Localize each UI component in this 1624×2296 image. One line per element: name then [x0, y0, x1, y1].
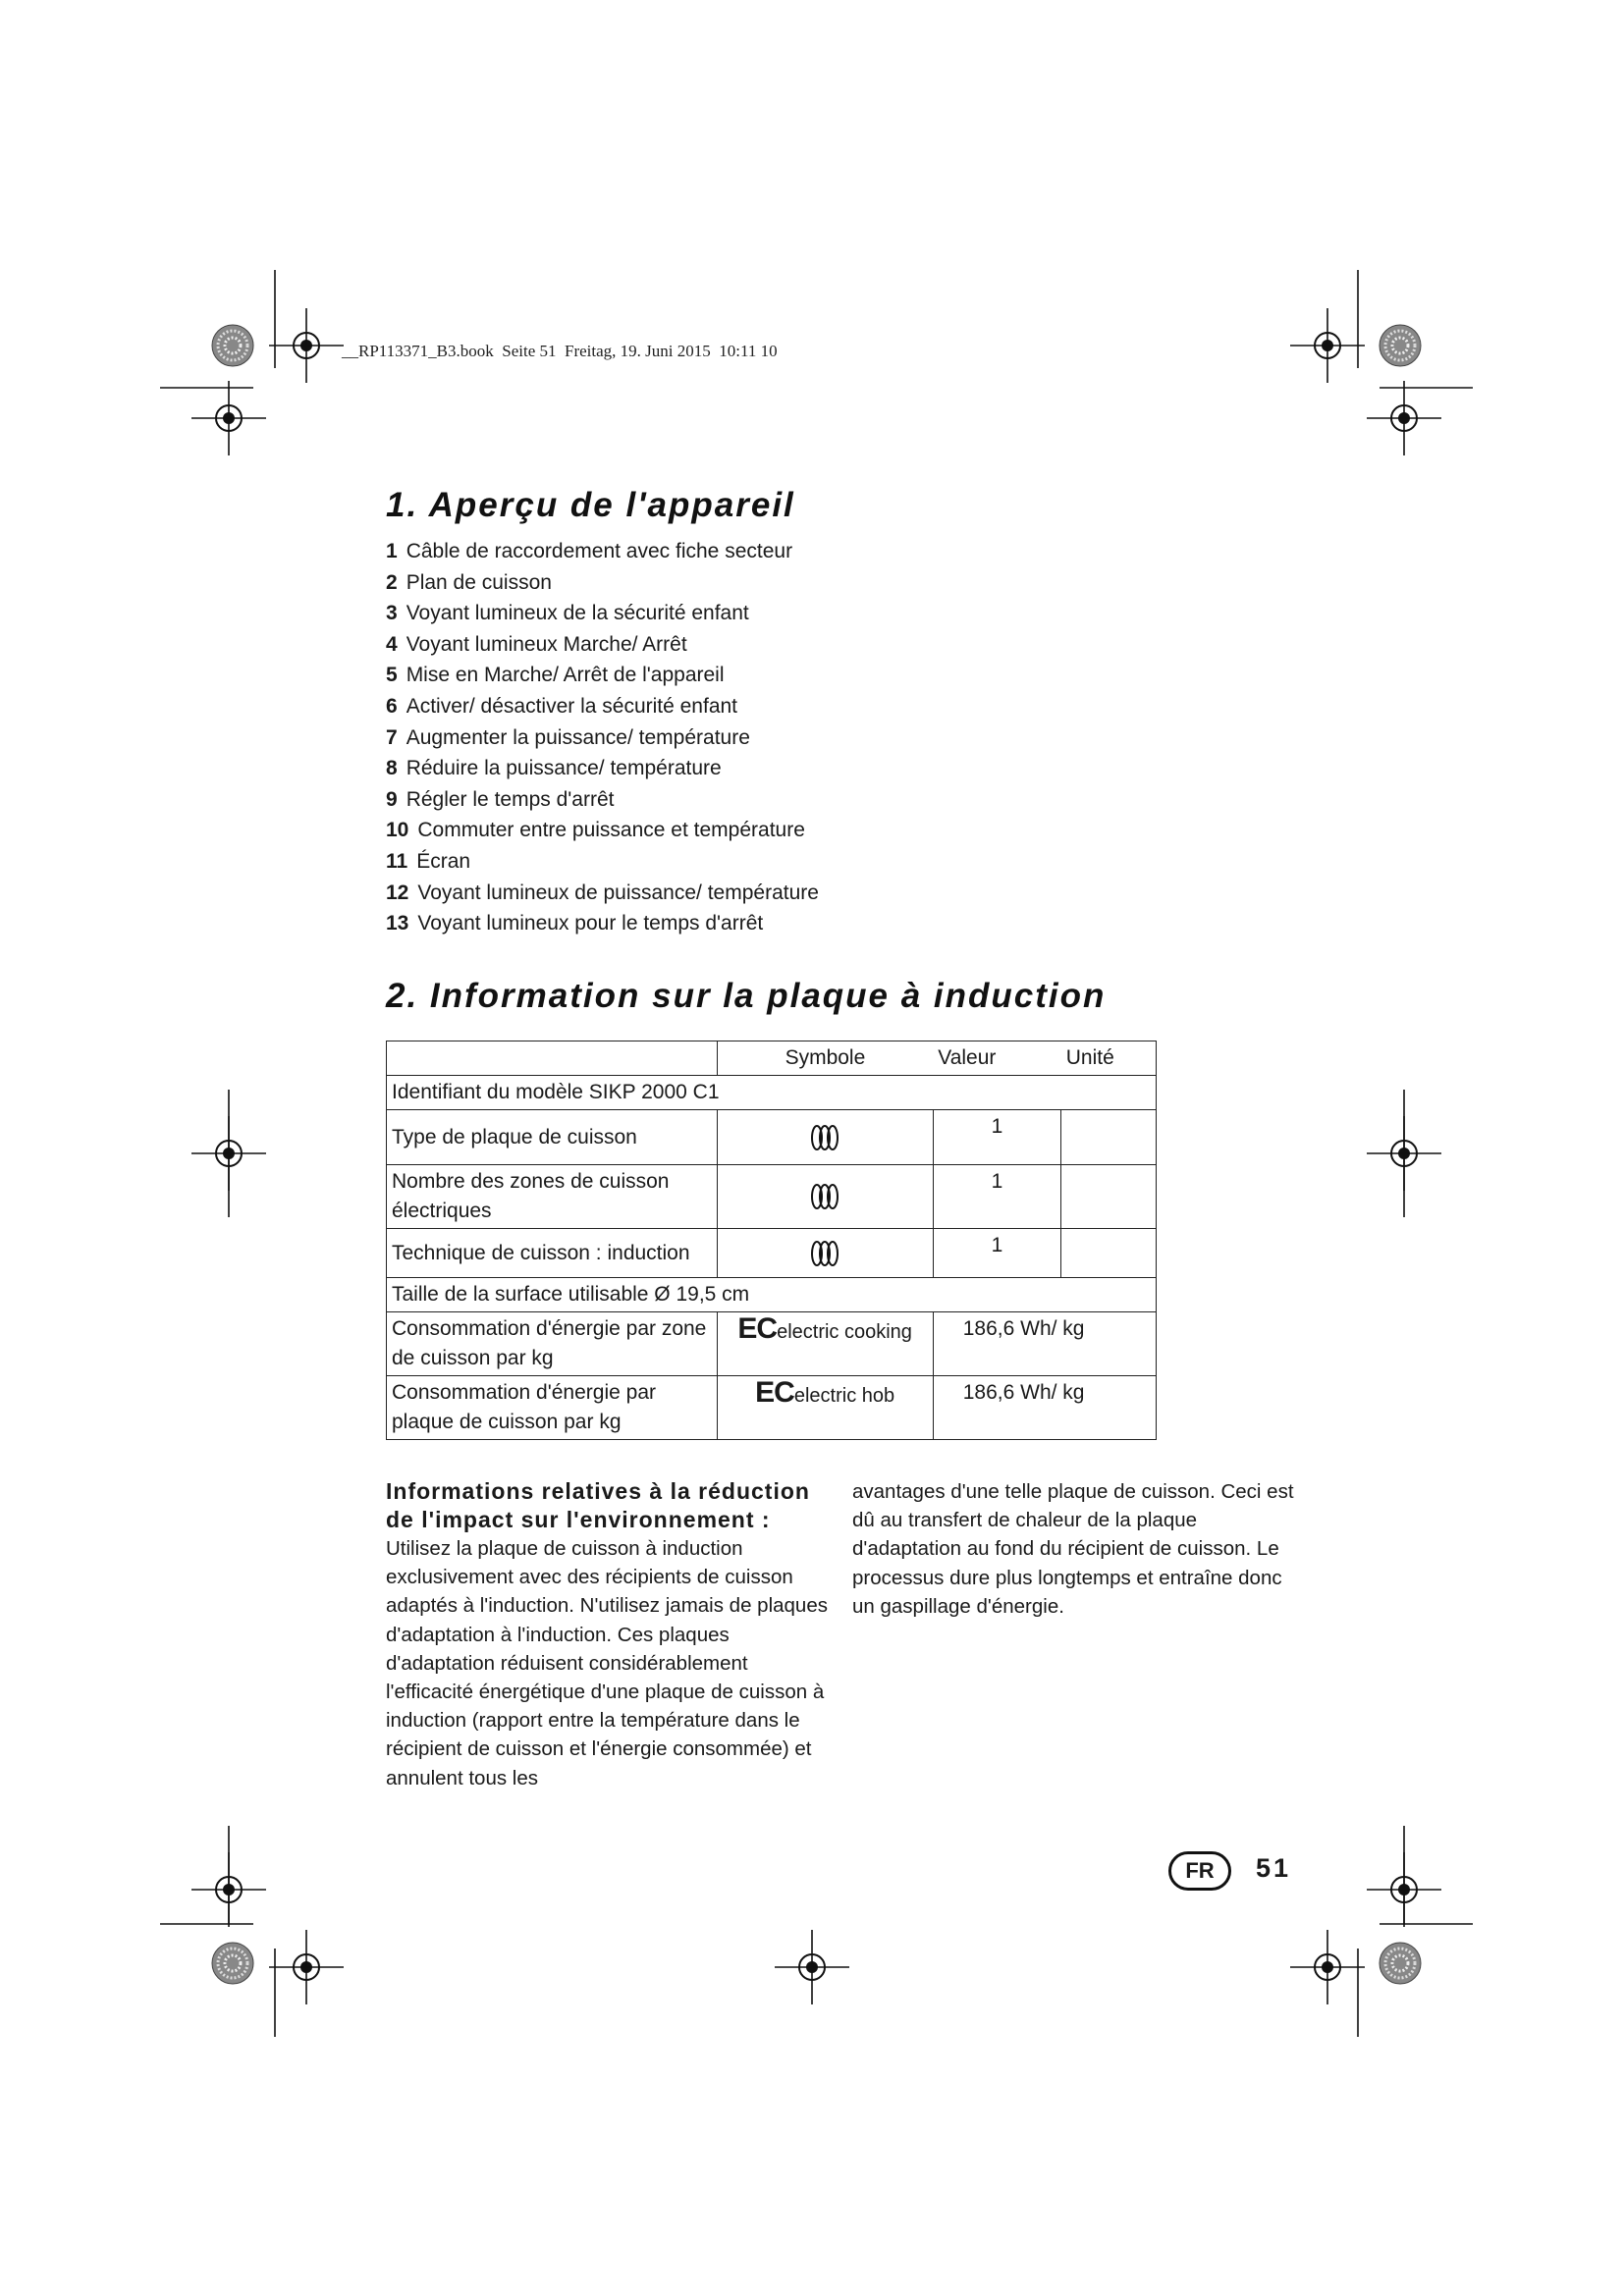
- page-number: 51: [1256, 1853, 1292, 1883]
- ec-subscript: electric cooking: [777, 1321, 912, 1343]
- header-blank: [387, 1041, 718, 1076]
- unit-cell: [1061, 1229, 1157, 1278]
- row-label: Consommation d'énergie par plaque de cuisson par kg: [387, 1376, 718, 1440]
- unit-cell: [1061, 1110, 1157, 1165]
- value-cell: 1: [933, 1110, 1061, 1165]
- item-number: 2: [386, 570, 398, 594]
- list-item: [386, 846, 819, 878]
- item-label: Activer/ désactiver la sécurité enfant: [406, 694, 738, 718]
- header-symbol: Symbole: [717, 1041, 933, 1076]
- coil-icon: [809, 1182, 840, 1211]
- item-label: Câble de raccordement avec fiche secteur: [406, 540, 793, 562]
- table-row: [387, 1312, 1157, 1376]
- env-subheading: Informations relatives à la réduction de l'impact sur l'environnement :: [386, 1478, 810, 1532]
- item-label: Voyant lumineux Marche/ Arrêt: [406, 632, 687, 656]
- symbol-cell: [717, 1312, 933, 1376]
- table-row: [387, 1076, 1157, 1110]
- item-number: 7: [386, 725, 398, 749]
- table-row: [387, 1165, 1157, 1229]
- ec-subscript: electric hob: [793, 1385, 895, 1407]
- surface-size: Taille de la surface utilisable Ø 19,5 cm: [387, 1278, 1157, 1312]
- item-label: Écran: [416, 849, 471, 873]
- list-item: [386, 815, 819, 846]
- list-item: [386, 536, 819, 567]
- symbol-cell: [717, 1376, 933, 1440]
- model-identifier: Identifiant du modèle SIKP 2000 C1: [387, 1076, 1157, 1110]
- header-unit: Unité: [1061, 1041, 1157, 1076]
- list-item: [386, 567, 819, 599]
- env-right-text: avantages d'une telle plaque de cuisson. Ceci est dû au transfert de chaleur de la plaque d'adaptation au fond du récipient de cuisson. Le processus dure plus longtemps et entraîne donc un gaspillage d'énergie.: [852, 1480, 1294, 1618]
- table-header-row: [387, 1041, 1157, 1076]
- item-number: 13: [386, 912, 409, 935]
- env-left-column: [386, 1477, 830, 1792]
- item-label: Voyant lumineux pour le temps d'arrêt: [417, 912, 764, 935]
- table-row: [387, 1229, 1157, 1278]
- ec-symbol: EC: [737, 1312, 778, 1345]
- table-row: [387, 1110, 1157, 1165]
- item-label: Plan de cuisson: [406, 570, 552, 594]
- item-label: Réduire la puissance/ température: [406, 757, 722, 780]
- symbol-cell: [717, 1165, 933, 1229]
- parts-list: [386, 536, 819, 939]
- item-label: Commuter entre puissance et température: [417, 819, 805, 842]
- value-cell: 186,6 Wh/ kg: [933, 1376, 1156, 1440]
- unit-cell: [1061, 1165, 1157, 1229]
- list-item: [386, 722, 819, 754]
- item-number: 5: [386, 664, 398, 687]
- list-item: [386, 660, 819, 691]
- language-badge: FR: [1168, 1851, 1231, 1891]
- item-label: Augmenter la puissance/ température: [406, 725, 750, 749]
- row-label: Type de plaque de cuisson: [387, 1110, 718, 1165]
- coil-icon: [809, 1239, 840, 1268]
- row-label: Consommation d'énergie par zone de cuisson par kg: [387, 1312, 718, 1376]
- item-number: 1: [386, 540, 398, 562]
- header-value: Valeur: [933, 1041, 1061, 1076]
- item-number: 9: [386, 787, 398, 811]
- table-row: [387, 1278, 1157, 1312]
- list-item: [386, 629, 819, 661]
- value-cell: 1: [933, 1229, 1061, 1278]
- book-info-header: __RP113371_B3.book Seite 51 Freitag, 19. Juni 2015 10:11 10: [342, 342, 778, 360]
- item-number: 11: [386, 849, 408, 873]
- list-item: [386, 784, 819, 816]
- ec-symbol: EC: [755, 1376, 794, 1409]
- list-item: [386, 908, 819, 939]
- induction-info-table: [386, 1041, 1157, 1440]
- list-item: [386, 598, 819, 629]
- row-label: Technique de cuisson : induction: [387, 1229, 718, 1278]
- item-number: 8: [386, 757, 398, 780]
- item-number: 6: [386, 694, 398, 718]
- value-cell: 1: [933, 1165, 1061, 1229]
- item-label: Mise en Marche/ Arrêt de l'appareil: [406, 664, 725, 687]
- section2-title: 2. Information sur la plaque à induction: [386, 977, 1107, 1015]
- list-item: [386, 691, 819, 722]
- item-number: 4: [386, 632, 398, 656]
- item-label: Voyant lumineux de la sécurité enfant: [406, 602, 749, 625]
- symbol-cell: [717, 1229, 933, 1278]
- row-label: Nombre des zones de cuisson électriques: [387, 1165, 718, 1229]
- list-item: [386, 753, 819, 784]
- item-number: 3: [386, 602, 398, 625]
- env-left-text: Utilisez la plaque de cuisson à induction exclusivement avec des récipients de cuisson adaptés à l'induction. N'utilisez jamais de plaques d'adaptation à l'induction. Ces plaques d'adaptation réduisent considérablement l'efficacité énergétique d'une plaque de cuisson à induction (rapport entre la température dans le récipient de cuisson et l'énergie consommée) et annulent tous les: [386, 1537, 828, 1789]
- item-label: Régler le temps d'arrêt: [406, 787, 615, 811]
- item-number: 10: [386, 819, 409, 842]
- value-cell: 186,6 Wh/ kg: [933, 1312, 1156, 1376]
- list-item: [386, 878, 819, 909]
- item-label: Voyant lumineux de puissance/ température: [417, 881, 819, 904]
- env-right-column: [852, 1477, 1304, 1621]
- symbol-cell: [717, 1110, 933, 1165]
- table-row: [387, 1376, 1157, 1440]
- item-number: 12: [386, 881, 409, 904]
- section1-title: 1. Aperçu de l'appareil: [386, 486, 795, 524]
- coil-icon: [809, 1123, 840, 1152]
